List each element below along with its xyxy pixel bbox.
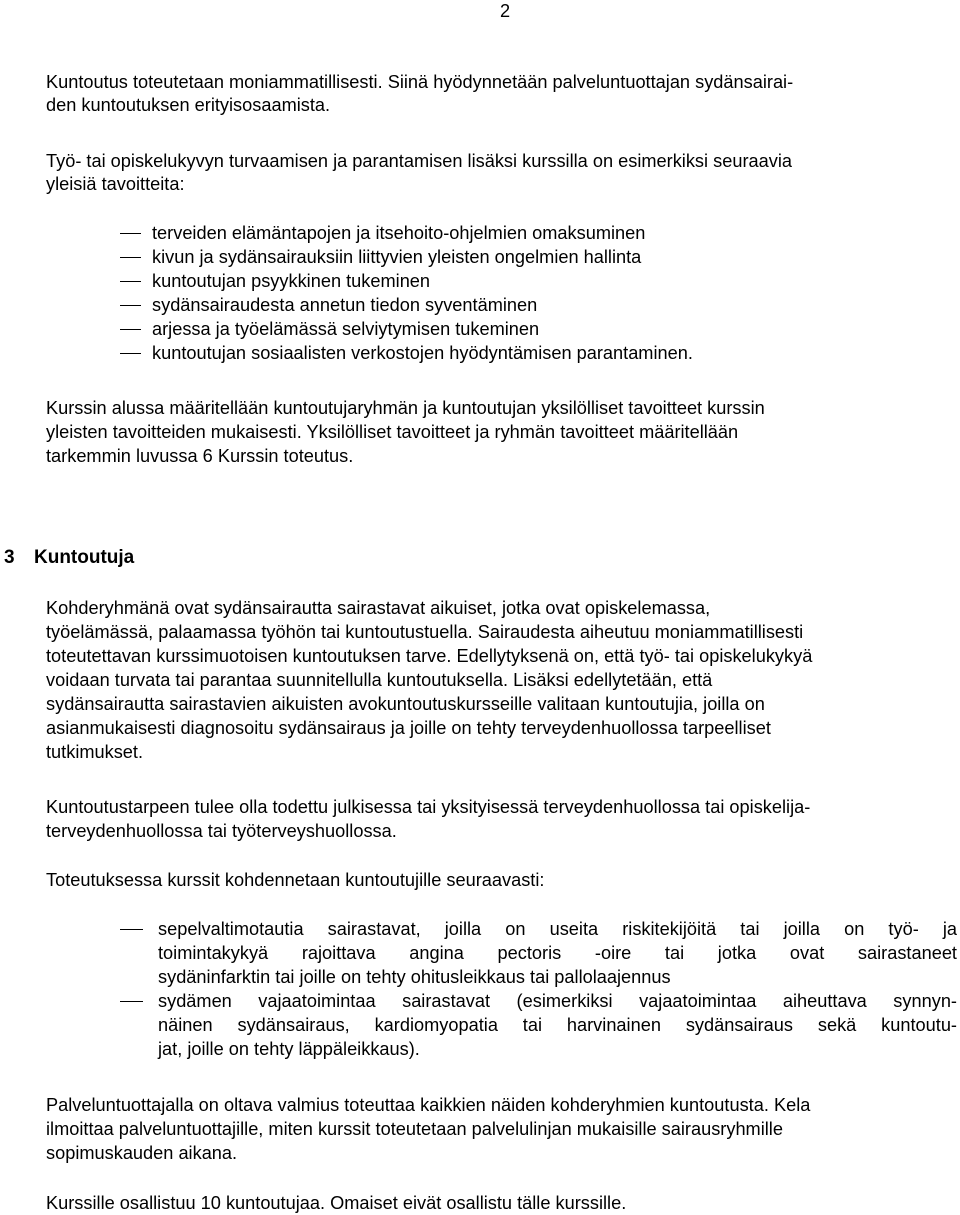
paragraph-line: asianmukaisesti diagnosoitu sydänsairaus ja joille on tehty terveydenhuollossa tarpeelliset	[46, 718, 771, 738]
dash-bullet	[120, 929, 143, 930]
dash-bullet	[120, 233, 141, 234]
list-item-line: jat, joille on tehty läppäleikkaus).	[158, 1039, 420, 1059]
list-item: kuntoutujan sosiaalisten verkostojen hyödyntämisen parantaminen.	[152, 343, 693, 363]
paragraph-line: yleisten tavoitteiden mukaisesti. Yksilölliset tavoitteet ja ryhmän tavoitteet määritellään	[46, 422, 739, 442]
paragraph-line: sopimuskauden aikana.	[46, 1143, 238, 1163]
paragraph-line: Kuntoutustarpeen tulee olla todettu julkisessa tai yksityisessä terveydenhuollossa tai opiskelija-	[46, 797, 811, 817]
page-number: 2	[500, 1, 511, 21]
paragraph-line: Toteutuksessa kurssit kohdennetaan kuntoutujille seuraavasti:	[46, 870, 545, 890]
paragraph-line: ilmoittaa palveluntuottajille, miten kurssit toteutetaan palvelulinjan mukaisille sairausryhmille	[46, 1119, 783, 1139]
paragraph-line: Kurssille osallistuu 10 kuntoutujaa. Omaiset eivät osallistu tälle kurssille.	[46, 1193, 627, 1213]
list-item: kuntoutujan psyykkinen tukeminen	[152, 271, 431, 291]
paragraph-line: terveydenhuollossa tai työterveyshuollossa.	[46, 821, 397, 841]
dash-bullet	[120, 305, 141, 306]
dash-bullet	[120, 353, 141, 354]
paragraph-line: Työ- tai opiskelukyvyn turvaamisen ja parantamisen lisäksi kurssilla on esimerkiksi seuraavia	[46, 151, 792, 171]
list-item: terveiden elämäntapojen ja itsehoito-ohjelmien omaksuminen	[152, 223, 646, 243]
paragraph-line: tarkemmin luvussa 6 Kurssin toteutus.	[46, 446, 354, 466]
dash-bullet	[120, 329, 141, 330]
paragraph-line: yleisiä tavoitteita:	[46, 174, 185, 194]
paragraph-line: den kuntoutuksen erityisosaamista.	[46, 95, 331, 115]
list-item: kivun ja sydänsairauksiin liittyvien yleisten ongelmien hallinta	[152, 247, 642, 267]
section-number: 3	[4, 547, 15, 568]
dash-bullet	[120, 1001, 143, 1002]
section-heading	[4, 546, 134, 570]
list-item-line: sydämen vajaatoimintaa sairastavat (esimerkiksi vajaatoimintaa aiheuttava synnyn-	[158, 991, 957, 1011]
dash-bullet	[120, 281, 141, 282]
list-item-line: toimintakykyä rajoittava angina pectoris -oire tai jotka ovat sairastaneet	[158, 943, 957, 963]
paragraph-line: voidaan turvata tai parantaa suunnitellulla kuntoutuksella. Lisäksi edellytetään, että	[46, 670, 713, 690]
paragraph-line: Palveluntuottajalla on oltava valmius toteuttaa kaikkien näiden kohderyhmien kuntoutusta. Kela	[46, 1095, 811, 1115]
list-item: arjessa ja työelämässä selviytymisen tukeminen	[152, 319, 540, 339]
paragraph-line: toteutettavan kurssimuotoisen kuntoutuksen tarve. Edellytyksenä on, että työ- tai opiskelukykyä	[46, 646, 813, 666]
paragraph-line: Kurssin alussa määritellään kuntoutujaryhmän ja kuntoutujan yksilölliset tavoitteet kurssin	[46, 398, 765, 418]
section-title: Kuntoutuja	[34, 547, 135, 568]
paragraph-line: työelämässä, palaamassa työhön tai kuntoutustuella. Sairaudesta aiheutuu moniammatillisesti	[46, 622, 804, 642]
list-item-line: näinen sydänsairaus, kardiomyopatia tai harvinainen sydänsairaus sekä kuntoutu-	[158, 1015, 957, 1035]
list-item-line: sepelvaltimotautia sairastavat, joilla on useita riskitekijöitä tai joilla on työ- ja	[158, 919, 957, 939]
paragraph-line: Kohderyhmänä ovat sydänsairautta sairastavat aikuiset, jotka ovat opiskelemassa,	[46, 598, 711, 618]
list-item: sydänsairaudesta annetun tiedon syventäminen	[152, 295, 538, 315]
paragraph-line: Kuntoutus toteutetaan moniammatillisesti. Siinä hyödynnetään palveluntuottajan sydänsairai-	[46, 72, 794, 92]
paragraph-line: sydänsairautta sairastavien aikuisten avokuntoutuskursseille valitaan kuntoutujia, joilla on	[46, 694, 765, 714]
dash-bullet	[120, 257, 141, 258]
paragraph-line: tutkimukset.	[46, 742, 144, 762]
list-item-line: sydäninfarktin tai joille on tehty ohitusleikkaus tai pallolaajennus	[158, 967, 671, 987]
